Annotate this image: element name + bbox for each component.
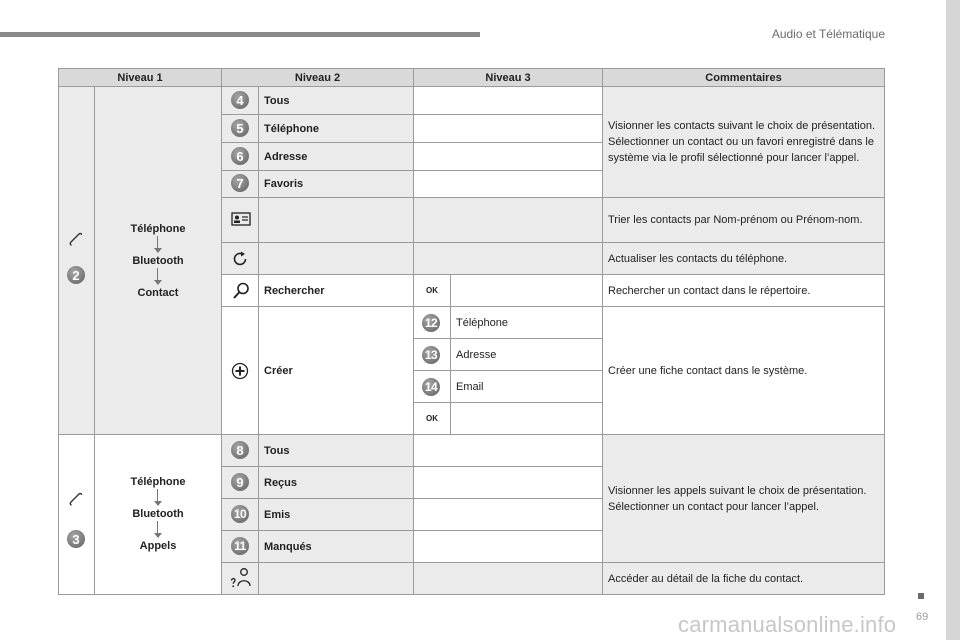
right-edge-strip — [946, 0, 960, 640]
contact-card-sort-icon — [231, 212, 251, 226]
empty-cell — [413, 197, 603, 243]
empty-cell — [450, 274, 603, 307]
empty-cell — [413, 466, 603, 499]
arrow-down-icon — [98, 236, 218, 254]
option-badge: 10 — [231, 505, 249, 523]
group1-level1-icon-cell — [58, 86, 95, 435]
path-step: Contact — [137, 287, 179, 299]
empty-cell — [450, 402, 603, 435]
menu-badge: 3 — [67, 530, 85, 548]
empty-cell — [413, 434, 603, 467]
header-niveau-3: Niveau 3 — [413, 68, 603, 87]
create-option-badge: 12 — [422, 314, 440, 332]
create-option-badge: 14 — [422, 378, 440, 396]
option-adresse: Adresse — [258, 142, 414, 171]
comment-view-contacts: Visionner les contacts suivant le choix de présentation. Sélectionner un contact ou un favori enregistré dans le système via le profil sélectionné pour lancer l’appel. — [602, 86, 885, 198]
comment-view-calls: Visionner les appels suivant le choix de présentation. Sélectionner un contact pour lancer l’appel. — [602, 434, 885, 563]
create-option-email: Email — [450, 370, 603, 403]
empty-cell — [413, 170, 603, 198]
arrow-down-icon — [98, 268, 218, 286]
phone-handset-icon — [68, 232, 84, 248]
option-manques: Manqués — [258, 530, 414, 563]
header-commentaires: Commentaires — [602, 68, 885, 87]
option-badge: 9 — [231, 473, 249, 491]
empty-cell — [258, 242, 414, 275]
comment-refresh: Actualiser les contacts du téléphone. — [602, 242, 885, 275]
option-creer: Créer — [258, 306, 414, 435]
option-badge: 11 — [231, 537, 249, 555]
ok-label: OK — [413, 274, 451, 307]
phone-handset-icon — [68, 492, 84, 508]
comment-sort: Trier les contacts par Nom-prénom ou Prénom-nom. — [602, 197, 885, 243]
empty-cell — [413, 142, 603, 171]
contact-detail-icon — [229, 566, 253, 590]
comment-search: Rechercher un contact dans le répertoire. — [602, 274, 885, 307]
option-badge: 8 — [231, 441, 249, 459]
empty-cell — [413, 114, 603, 143]
plus-circle-icon — [231, 362, 249, 380]
empty-cell — [413, 86, 603, 115]
page-number: 69 — [916, 611, 929, 623]
create-option-adresse: Adresse — [450, 338, 603, 371]
group2-path-chain — [98, 475, 218, 553]
create-option-badge: 13 — [422, 346, 440, 364]
path-step: Téléphone — [130, 476, 186, 488]
option-recus: Reçus — [258, 466, 414, 499]
refresh-icon — [230, 249, 250, 269]
header-niveau-2: Niveau 2 — [221, 68, 414, 87]
option-rechercher: Rechercher — [258, 274, 414, 307]
option-emis: Emis — [258, 498, 414, 531]
comment-detail: Accéder au détail de la fiche du contact. — [602, 562, 885, 595]
magnifier-icon — [231, 281, 251, 301]
option-telephone: Téléphone — [258, 114, 414, 143]
empty-cell — [413, 562, 603, 595]
empty-cell — [258, 197, 414, 243]
option-badge: 7 — [231, 174, 249, 192]
option-badge: 4 — [231, 91, 249, 109]
create-option-telephone: Téléphone — [450, 306, 603, 339]
option-favoris: Favoris — [258, 170, 414, 198]
empty-cell — [413, 530, 603, 563]
path-step: Téléphone — [130, 223, 186, 235]
group1-path-chain — [98, 222, 218, 300]
comment-create: Créer une fiche contact dans le système. — [602, 306, 885, 435]
end-marker — [918, 593, 924, 599]
page-header-title: Audio et Télématique — [771, 27, 885, 41]
path-step: Bluetooth — [132, 508, 184, 520]
option-tous-appels: Tous — [258, 434, 414, 467]
empty-cell — [413, 498, 603, 531]
header-niveau-1: Niveau 1 — [58, 68, 222, 87]
empty-cell — [258, 562, 414, 595]
group2-level1-icon-cell — [58, 434, 95, 595]
option-badge: 5 — [231, 119, 249, 137]
arrow-down-icon — [98, 489, 218, 507]
ok-label: OK — [413, 402, 451, 435]
top-rule — [0, 32, 480, 37]
watermark: carmanualsonline.info — [678, 612, 897, 637]
path-step: Appels — [139, 540, 177, 552]
empty-cell — [413, 242, 603, 275]
menu-badge: 2 — [67, 266, 85, 284]
arrow-down-icon — [98, 521, 218, 539]
option-badge: 6 — [231, 147, 249, 165]
path-step: Bluetooth — [132, 255, 184, 267]
option-tous: Tous — [258, 86, 414, 115]
